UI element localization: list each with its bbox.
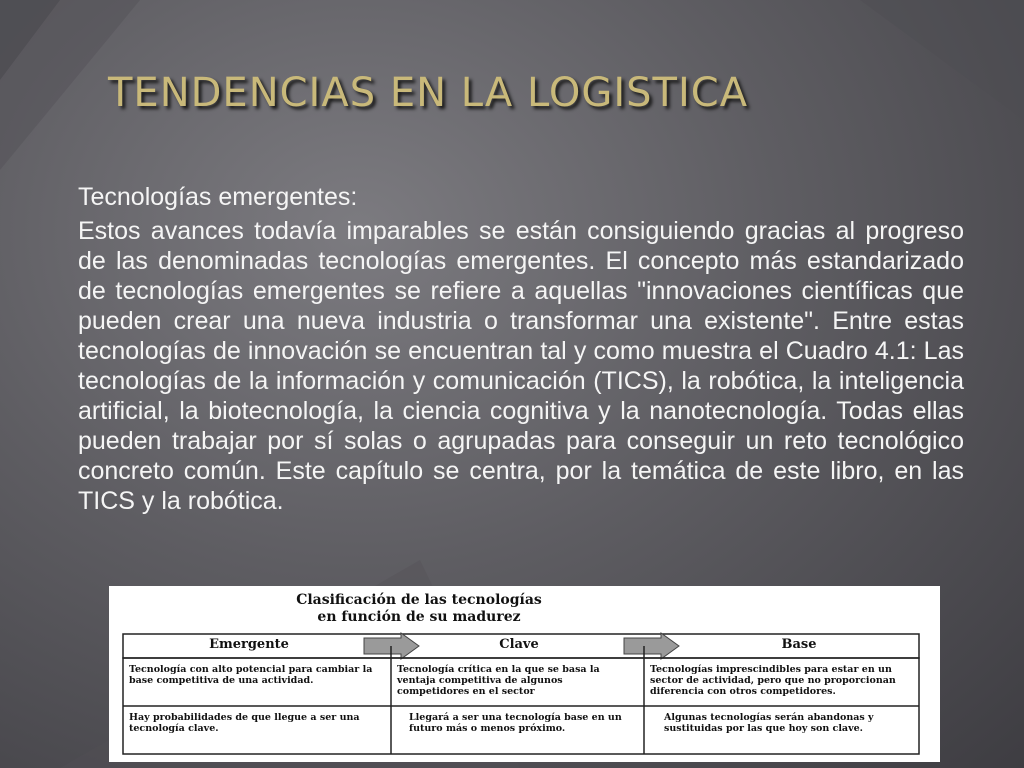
figure-title xyxy=(109,592,729,626)
column-header-emergente: Emergente xyxy=(209,637,289,652)
cell-emergente-definition: Tecnología con alto potencial para cambiar la base competitiva de una actividad. xyxy=(129,664,373,686)
slide-body xyxy=(78,182,964,516)
cell-clave-outlook: Llegará a ser una tecnología base en un futuro más o menos próximo. xyxy=(409,712,622,734)
slide-title: TENDENCIAS EN LA LOGISTICA xyxy=(108,70,749,116)
cell-clave-definition: Tecnología crítica en la que se basa la ventaja competitiva de algunos competidores en el sector xyxy=(397,664,600,697)
column-header-base: Base xyxy=(781,637,817,652)
subheading: Tecnologías emergentes: xyxy=(78,183,358,211)
column-header-clave: Clave xyxy=(499,637,539,652)
figure-title-line1: Clasificación de las tecnologías xyxy=(296,592,542,608)
cell-base-definition: Tecnologías imprescindibles para estar en un sector de actividad, pero que no proporcionan diferencia con otros competidores. xyxy=(650,664,896,697)
cell-emergente-outlook: Hay probabilidades de que llegue a ser una tecnología clave. xyxy=(129,712,360,734)
cell-base-outlook: Algunas tecnologías serán abandonas y sustituidas por las que hoy son clave. xyxy=(664,712,874,734)
maturity-classification-figure xyxy=(109,586,940,762)
body-paragraph: Estos avances todavía imparables se están consiguiendo gracias al progreso de las denominadas tecnologías emergentes. El concepto más estandarizado de tecnologías emergentes se refiere a aquellas "innovaciones científicas que pueden crear una nueva industria o transformar una existente". Entre estas tecnologías de innovación se encuentran tal y como muestra el Cuadro 4.1: Las tecnologías de la información y comunicación (TICS), la robótica, la inteligencia artificial, la biotecnología, la ciencia cognitiva y la nanotecnología. Todas ellas pueden trabajar por sí solas o agrupadas para conseguir un reto tecnológico concreto común. Este capítulo se centra, por la temática de este libro, en las TICS y la robótica. xyxy=(78,217,964,515)
figure-title-line2: en función de su madurez xyxy=(317,609,521,625)
